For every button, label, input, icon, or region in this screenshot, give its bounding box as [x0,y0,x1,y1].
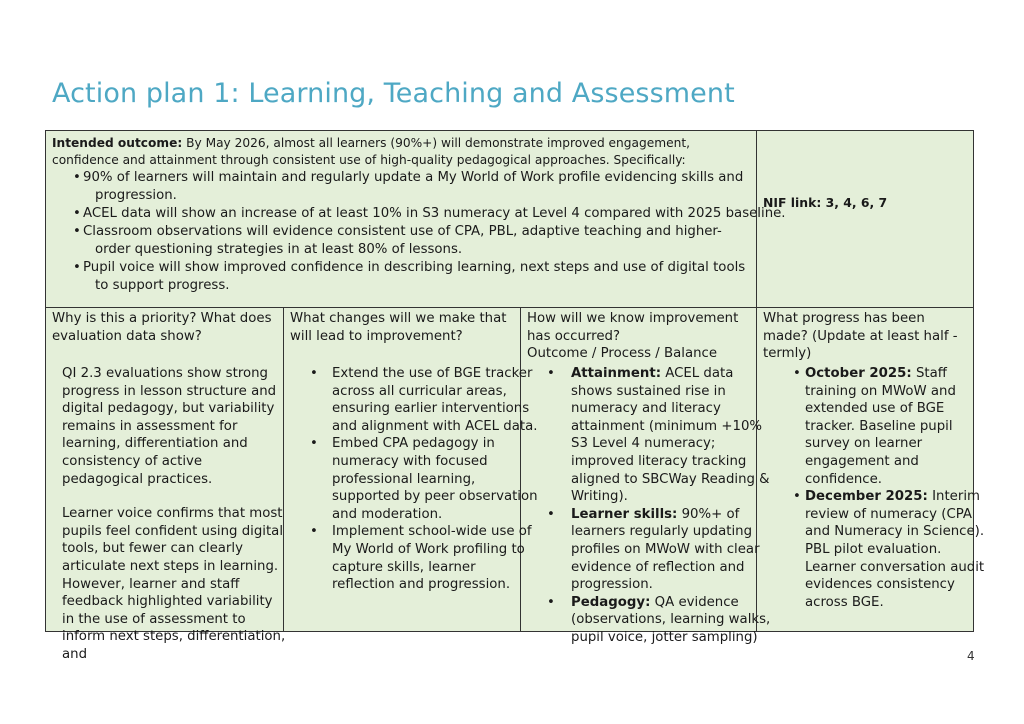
header-how-know-sub: Outcome / Process / Balance [527,346,718,362]
outcome-intro-text: By May 2026, almost all learners (90%+) will demonstrate improved engagement, confidence and attainment through consistent use of high-quality pedagogical approaches. Specifically: [52,136,690,167]
outcome-bullet: • 90% of learners will maintain and regularly update a My World of Work profile evidencing skills and progression. [52,169,755,205]
page-number: 4 [967,649,975,663]
header-why-priority: Why is this a priority? What does evaluation data show? [52,311,272,344]
why-paragraph: QI 2.3 evaluations show strong progress in lesson structure and digital pedagogy, but variability remains in assessment for learning, differentiation and consistency of active pedagogical practices. [62,366,277,487]
outcome-bullet-list [52,169,786,295]
outcome-bullet: • ACEL data will show an increase of at least 10% in S3 numeracy at Level 4 compared with 2025 baseline. [52,205,755,223]
intended-outcome-cell [46,131,786,307]
outcome-bullet: • Pupil voice will show improved confidence in describing learning, next steps and use of digital tools to support progress. [52,259,755,295]
progress-cell [757,362,985,632]
why-priority-cell [46,362,286,662]
measure-text: ACEL data shows sustained rise in numeracy and literacy attainment (minimum +10% S3 Level 4 numeracy; improved literacy tracking aligned to SBCWay Reading & Writing). [571,366,770,505]
measure-text: QA evidence (observations, learning walks, pupil voice, jotter sampling) [571,594,771,645]
header-how-know [521,308,756,361]
measure-item [547,594,771,647]
how-know-list [547,365,771,647]
measure-text: 90%+ of learners regularly updating profiles on MWoW with clear evidence of reflection and progression. [571,506,760,593]
change-item: • Extend the use of BGE tracker across all curricular areas, ensuring earlier interventions and alignment with ACEL data. [310,365,542,435]
page-title: Action plan 1: Learning, Teaching and Assessment [52,78,735,109]
progress-date: October 2025: [805,366,912,381]
progress-text: Interim review of numeracy (CPA and Numeracy in Science). PBL pilot evaluation. Learner conversation audit evidences consistency across BGE. [805,489,985,610]
outcome-bullet: • Classroom observations will evidence consistent use of CPA, PBL, adaptive teaching and higher-order questioning strategies in at least 80% of lessons. [52,223,755,259]
outcome-intro [52,135,756,169]
progress-item [783,488,985,611]
progress-text: Staff training on MWoW and extended use of BGE tracker. Baseline pupil survey on learner engagement and confidence. [805,366,956,487]
measure-label: Attainment: [571,366,662,381]
changes-list [310,365,538,594]
how-know-cell [521,362,771,645]
nif-link-cell: NIF link: 3, 4, 6, 7 [763,195,888,210]
measure-label: Pedagogy: [571,594,651,610]
header-changes: What changes will we make that will lead to improvement? [290,311,507,344]
header-progress: What progress has been made? (Update at least half -termly) [763,311,958,362]
why-paragraph: Learner voice confirms that most pupils feel confident using digital tools, but fewer can clearly articulate next steps in learning. However, learner and staff feedback highlighted variability in the use of assessment to inform next steps, differentiation, and [62,506,286,662]
action-plan-table [45,130,985,662]
progress-item [783,365,985,488]
progress-list [783,365,985,611]
measure-label: Learner skills: [571,506,678,522]
progress-date: December 2025: [805,489,928,505]
change-item: • Embed CPA pedagogy in numeracy with focused professional learning, supported by peer observation and moderation. [310,435,542,523]
outcome-label: Intended outcome: [52,136,183,150]
change-item: • Implement school-wide use of My World of Work profiling to capture skills, learner reflection and progression. [310,523,542,593]
measure-item [547,365,771,506]
measure-item [547,506,771,594]
changes-cell [284,362,538,632]
header-how-know-text: How will we know improvement has occurred? [527,311,739,344]
